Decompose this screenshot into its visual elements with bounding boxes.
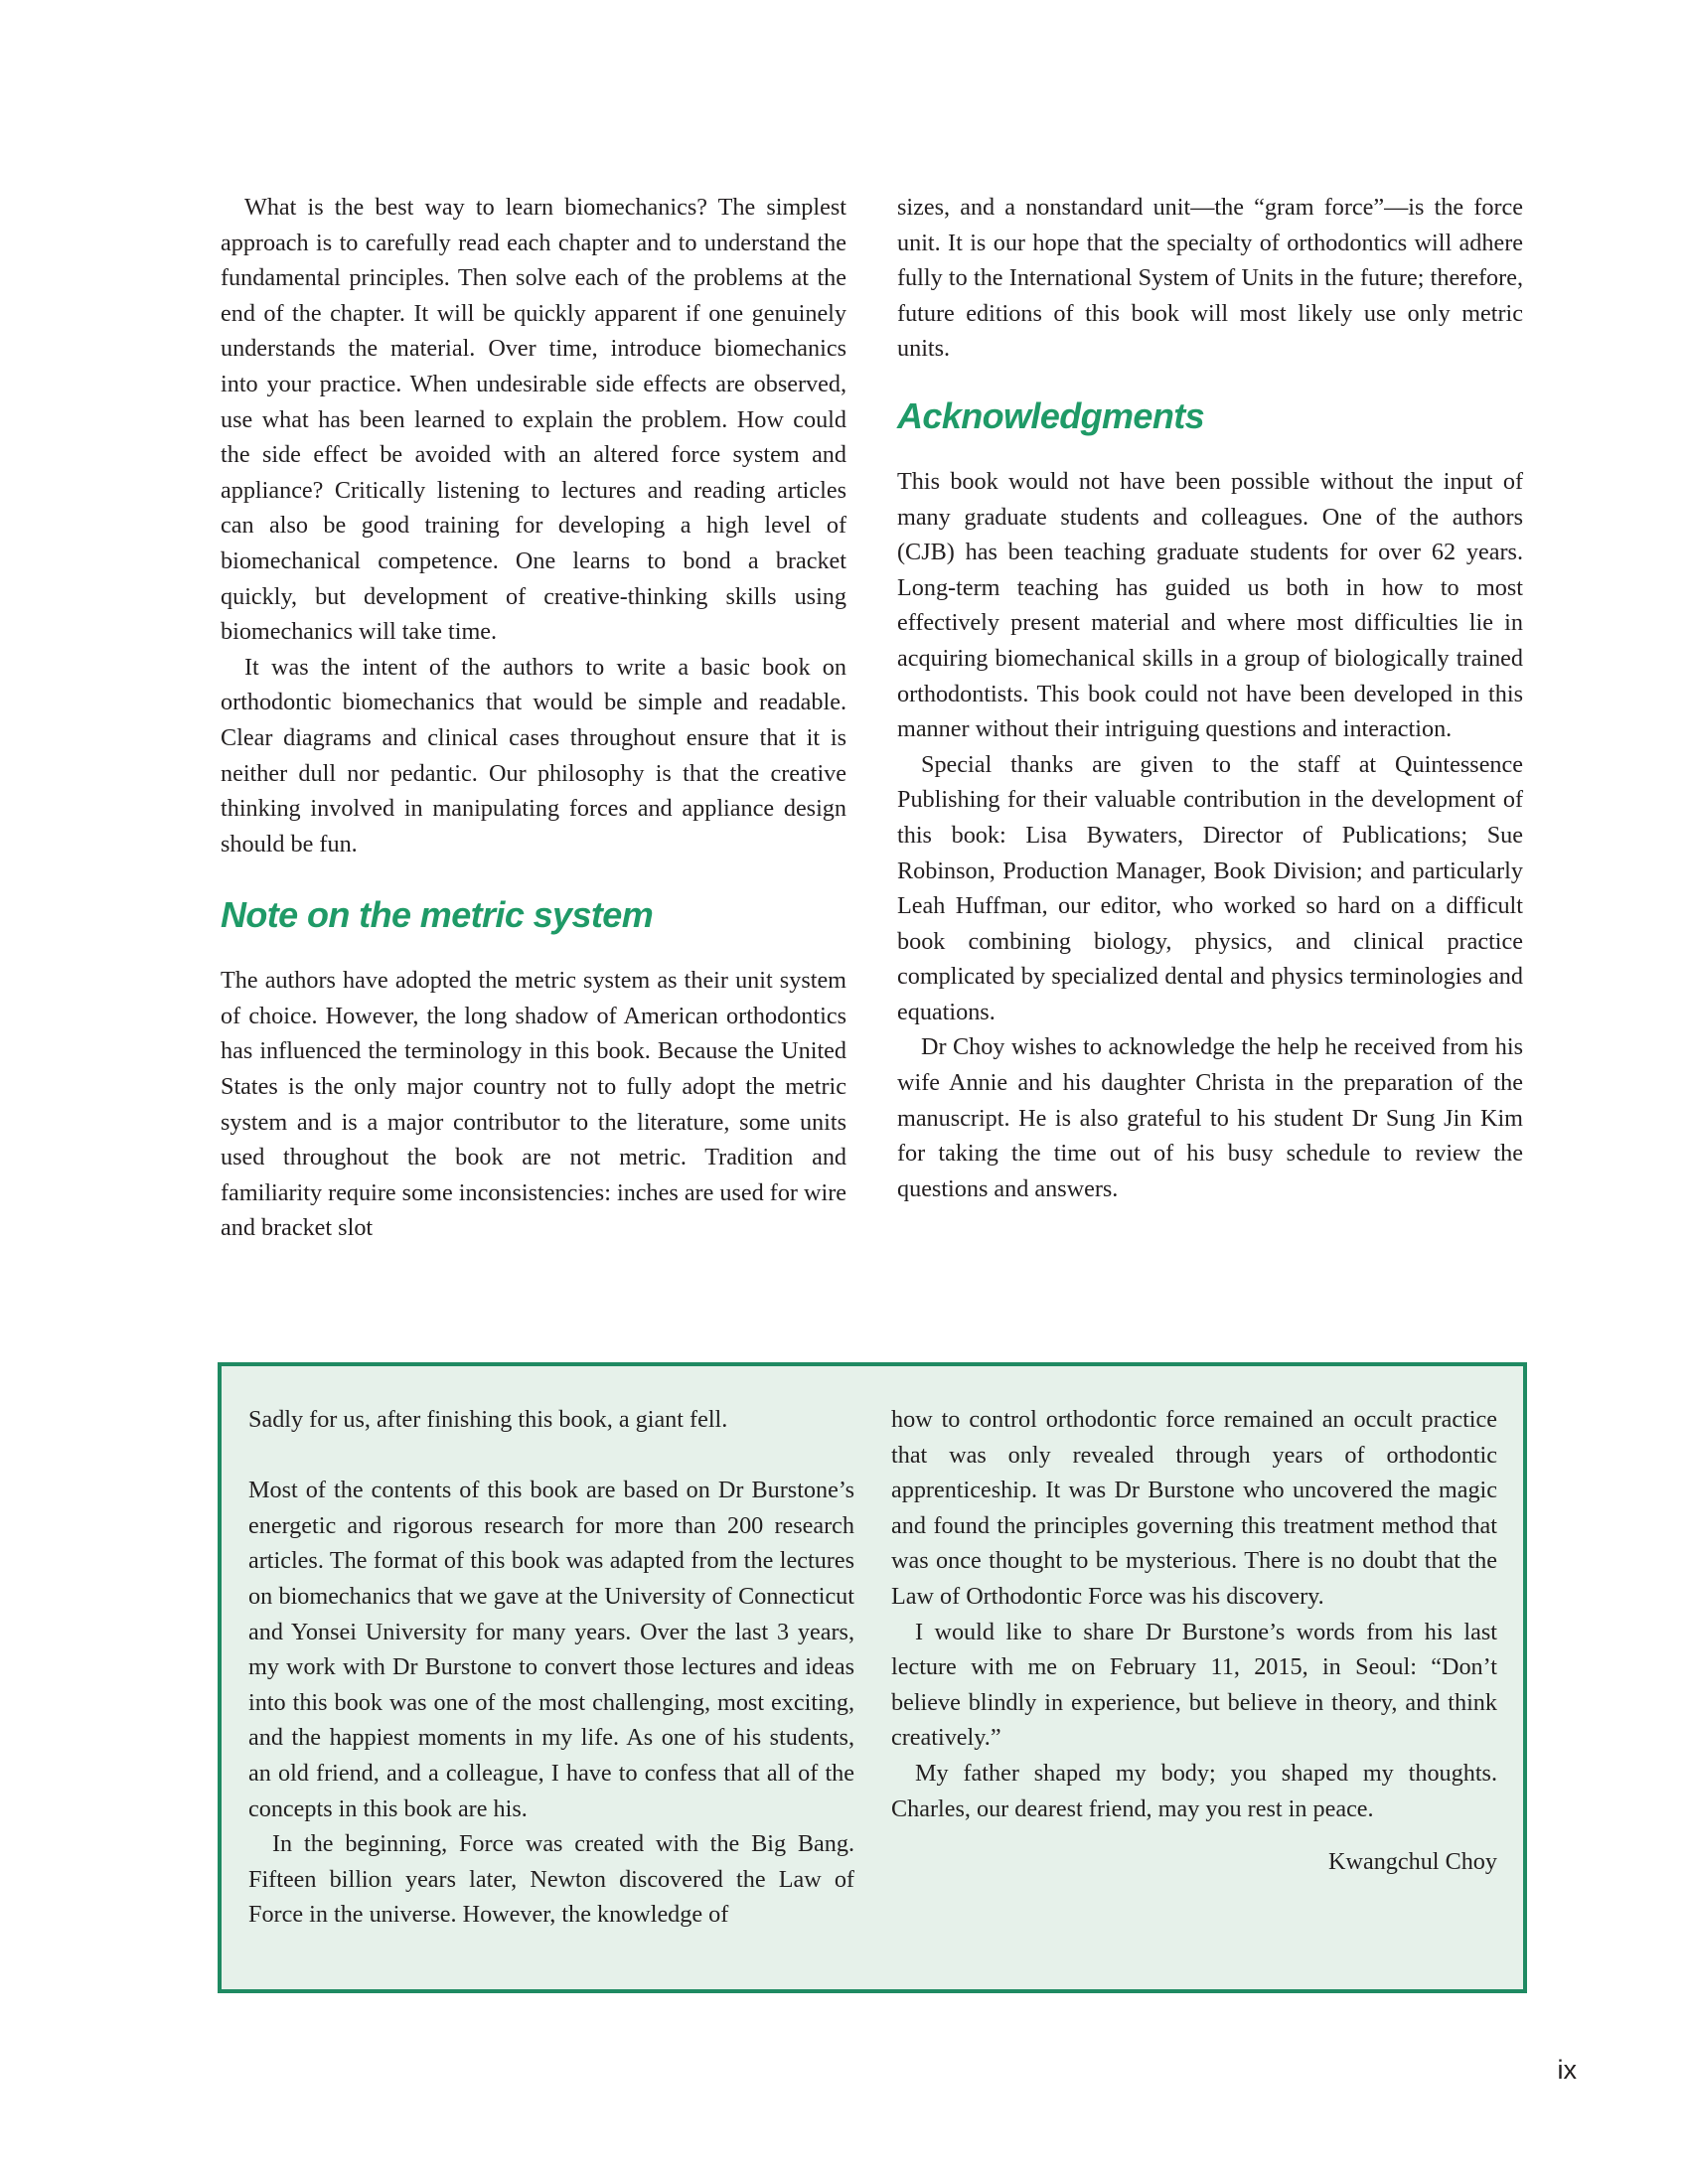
- metric-system-heading: Note on the metric system: [221, 894, 654, 936]
- tribute-paragraph: how to control orthodontic force remained an occult practice that was only revealed through years of orthodontic apprenticeship. It was Dr Burstone who uncovered the magic and found the principles governing this treatment method that was once thought to be mysterious. There is no doubt that the Law of Orthodontic Force was his discovery.: [891, 1406, 1497, 1610]
- metric-system-continued: sizes, and a nonstandard unit—the “gram force”—is the force unit. It is our hope that the specialty of orthodontics will adhere fully to the International System of Units in the future; therefore, future editions of this book will most likely use only metric units.: [897, 194, 1523, 363]
- right-column: [897, 190, 1523, 1206]
- tribute-left-column: [248, 1402, 854, 1933]
- tribute-opening: Sadly for us, after finishing this book, a giant fell.: [248, 1406, 728, 1433]
- tribute-signature: Kwangchul Choy: [1328, 1848, 1497, 1876]
- acknowledgments-heading: Acknowledgments: [897, 394, 1205, 436]
- tribute-right-column: [891, 1402, 1497, 1880]
- tribute-paragraph: I would like to share Dr Burstone’s words from his last lecture with me on February 11, 2015, in Seoul: “Don’t believe blindly in experience, but believe in theory, and think creatively.”: [891, 1618, 1497, 1752]
- body-paragraph: What is the best way to learn biomechanics? The simplest approach is to carefully read each chapter and to understand the fundamental principles. Then solve each of the problems at the end of the chapter. It will be quickly apparent if one genuinely understands the material. Over time, introduce biomechanics into your practice. When undesirable side effects are observed, use what has been learned to explain the problem. How could the side effect be avoided with an altered force system and appliance? Critically listening to lectures and reading articles can also be good training for developing a high level of biomechanical competence. One learns to bond a bracket quickly, but development of creative-thinking skills using biomechanics will take time.: [221, 194, 846, 646]
- page-number: ix: [1557, 2055, 1577, 2085]
- body-paragraph: It was the intent of the authors to write a basic book on orthodontic biomechanics that would be simple and readable. Clear diagrams and clinical cases throughout ensure that it is neither dull nor pedantic. Our philosophy is that the creative thinking involved in manipulating forces and appliance design should be fun.: [221, 653, 846, 858]
- acknowledgments-paragraph: Special thanks are given to the staff at Quintessence Publishing for their valuable contribution in the development of this book: Lisa Bywaters, Director of Publications; Sue Robinson, Production Manager, Book Division; and particularly Leah Huffman, our editor, who worked so hard on a difficult book combining biology, physics, and clinical practice complicated by specialized dental and physics terminologies and equations.: [897, 750, 1523, 1025]
- tribute-paragraph: In the beginning, Force was created with the Big Bang. Fifteen billion years later, Newton discovered the Law of Force in the universe. However, the knowledge of: [248, 1830, 854, 1929]
- tribute-paragraph: My father shaped my body; you shaped my thoughts. Charles, our dearest friend, may you rest in peace.: [891, 1759, 1497, 1822]
- left-column: [221, 190, 846, 1246]
- acknowledgments-paragraph: This book would not have been possible without the input of many graduate students and colleagues. One of the authors (CJB) has been teaching graduate students for over 62 years. Long-term teaching has guided us both in how to most effectively present material and where most difficulties lie in acquiring biomechanical skills in a group of biologically trained orthodontists. This book could not have been developed in this manner without their intriguing questions and interaction.: [897, 467, 1523, 743]
- metric-system-paragraph: The authors have adopted the metric system as their unit system of choice. However, the long shadow of American orthodontics has influenced the terminology in this book. Because the United States is the only major country not to fully adopt the metric system and is a major contributor to the literature, some units used throughout the book are not metric. Tradition and familiarity require some inconsistencies: inches are used for wire and bracket slot: [221, 967, 846, 1242]
- acknowledgments-paragraph: Dr Choy wishes to acknowledge the help he received from his wife Annie and his daughter Christa in the preparation of the manuscript. He is also grateful to his student Dr Sung Jin Kim for taking the time out of his busy schedule to review the questions and answers.: [897, 1033, 1523, 1202]
- tribute-box: [218, 1362, 1527, 1993]
- tribute-paragraph: Most of the contents of this book are based on Dr Burstone’s energetic and rigorous research for more than 200 research articles. The format of this book was adapted from the lectures on biomechanics that we gave at the University of Connecticut and Yonsei University for many years. Over the last 3 years, my work with Dr Burstone to convert those lectures and ideas into this book was one of the most challenging, most exciting, and the happiest moments in my life. As one of his students, an old friend, and a colleague, I have to confess that all of the concepts in this book are his.: [248, 1477, 854, 1822]
